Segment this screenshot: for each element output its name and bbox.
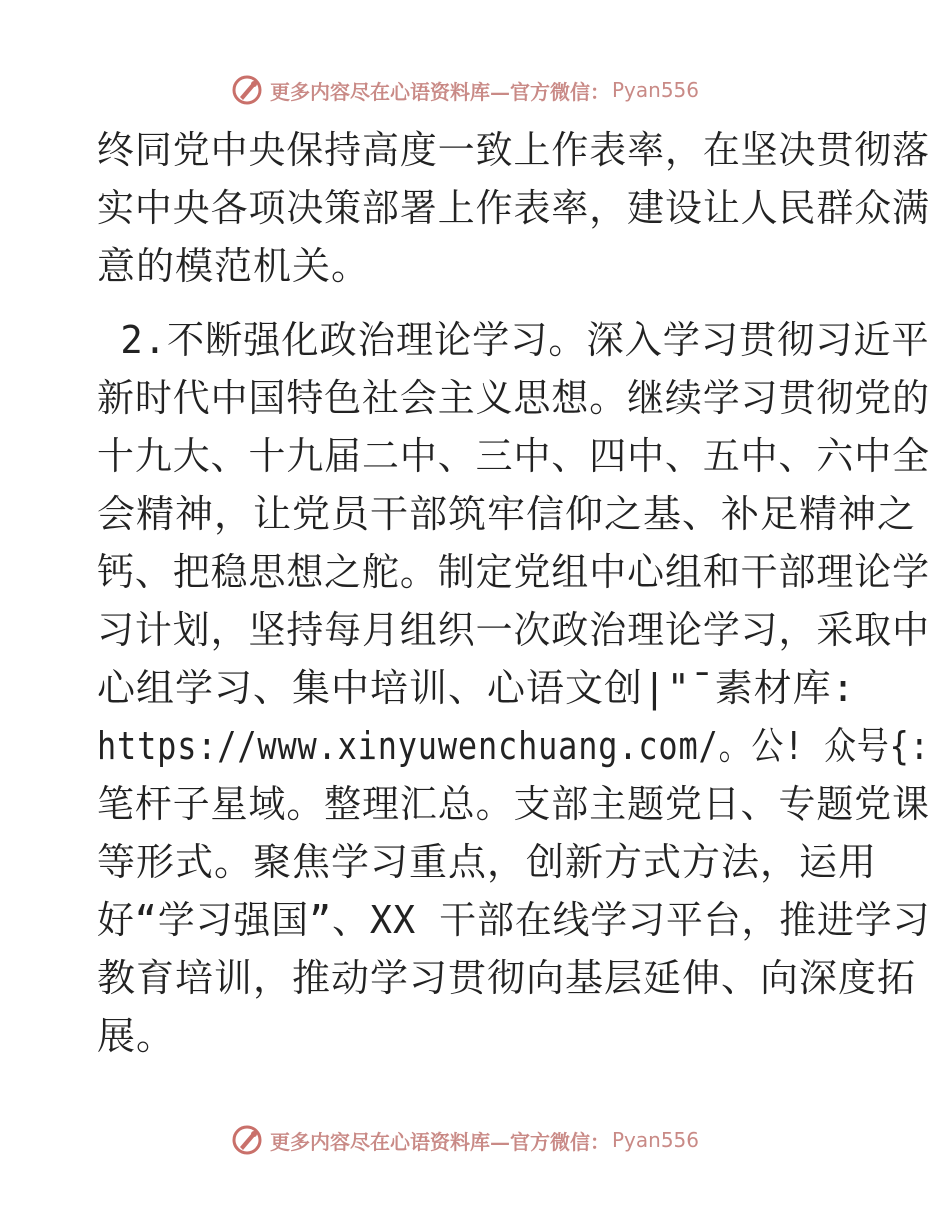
text-line: 习计划，坚持每月组织一次政治理论学习，采取中 bbox=[97, 608, 931, 652]
footer-watermark-text: 更多内容尽在心语资料库—官方微信： bbox=[270, 1129, 610, 1154]
text-line: 实中央各项决策部署上作表率，建设让人民群众满 bbox=[97, 186, 931, 230]
logo-icon bbox=[230, 73, 264, 107]
header-watermark-wechat: Pyan556 bbox=[612, 78, 700, 102]
text-line: 2.不断强化政治理论学习。深入学习贯彻习近平 bbox=[97, 318, 930, 362]
text-line: 钙、把稳思想之舵。制定党组中心组和干部理论学 bbox=[97, 550, 931, 594]
text-line: 会精神，让党员干部筑牢信仰之基、补足精神之 bbox=[97, 492, 917, 536]
text-line: 意的模范机关。 bbox=[97, 244, 371, 288]
footer-watermark bbox=[230, 1120, 750, 1160]
text-line: 等形式。聚焦学习重点，创新方式方法，运用 bbox=[97, 840, 878, 884]
text-line: 笔杆子星域。整理汇总。支部主题党日、专题党课 bbox=[97, 782, 931, 826]
text-line: https://www.xinyuwenchuang.com/。公! 众号{: bbox=[97, 724, 930, 768]
text-line: 新时代中国特色社会主义思想。继续学习贯彻党的 bbox=[97, 376, 931, 420]
text-line: 教育培训，推动学习贯彻向基层延伸、向深度拓 bbox=[97, 956, 917, 1000]
text-line: 好“学习强国”、XX 干部在线学习平台，推进学习 bbox=[97, 898, 931, 942]
header-watermark bbox=[230, 70, 750, 110]
text-line: 终同党中央保持高度一致上作表率，在坚决贯彻落 bbox=[97, 128, 931, 172]
header-watermark-text: 更多内容尽在心语资料库—官方微信： bbox=[270, 79, 610, 104]
logo-icon bbox=[230, 1123, 264, 1157]
footer-watermark-wechat: Pyan556 bbox=[612, 1128, 700, 1152]
text-line: 心组学习、集中培训、心语文创|"¯素材库: bbox=[97, 666, 856, 710]
text-line: 展。 bbox=[97, 1014, 176, 1058]
text-line: 十九大、十九届二中、三中、四中、五中、六中全 bbox=[97, 434, 931, 478]
